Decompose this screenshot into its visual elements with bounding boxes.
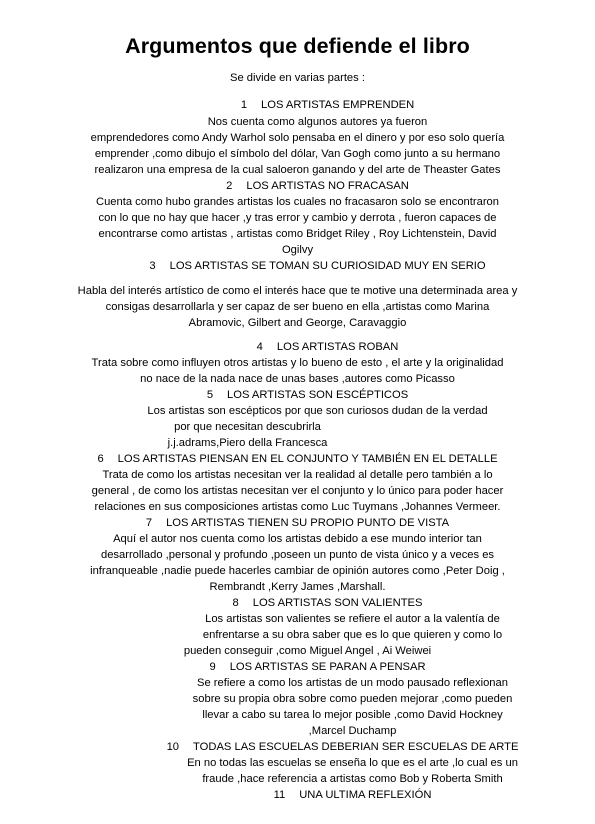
body-line (55, 723, 595, 739)
body-line (0, 130, 595, 146)
body-text: infranqueable ,nadie puede hacerles cambiar de opinión autores como ,Peter Doig , (90, 565, 505, 577)
section-title: LOS ARTISTAS TIENEN SU PROPIO PUNTO DE VISTA (166, 517, 450, 529)
body-line (55, 675, 595, 691)
section-number: 9 (209, 661, 216, 673)
body-text: encontrarse como artistas , artistas como Bridget Riley , Roy Lichtenstein, David (98, 228, 497, 240)
body-text: sobre su propia obra sobre como pueden mejorar ,como pueden (192, 693, 513, 705)
section-number: 2 (226, 180, 233, 192)
section-number: 3 (149, 260, 156, 272)
section-heading (20, 178, 595, 194)
section-title: TODAS LAS ESCUELAS DEBERIAN SER ESCUELAS DE ARTE (193, 741, 519, 753)
body-text: emprender ,como dibujo el símbolo del dólar, Van Gogh como junto a su hermano (94, 148, 501, 160)
body-line (10, 643, 595, 659)
section-title: LOS ARTISTAS EMPRENDEN (261, 99, 415, 111)
body-line (0, 419, 545, 435)
body-text: Abramovic, Gilbert and George, Caravaggio (188, 317, 407, 329)
body-text: Nos cuenta como algunos autores ya fueron (207, 116, 428, 128)
body-line (0, 194, 595, 210)
body-line (0, 355, 595, 371)
body-text: con lo que no hay que hacer ,y tras error y cambio y derrota , fueron capaces de (98, 212, 497, 224)
intro-text: Se divide en varias partes : (230, 72, 365, 84)
section-number: 4 (256, 341, 263, 353)
body-line (0, 242, 595, 258)
body-line (55, 707, 595, 723)
body-text: no nace de la nada nace de unas bases ,autores como Picasso (140, 373, 455, 385)
body-line (0, 499, 595, 515)
body-line (0, 210, 595, 226)
body-text: Aquí el autor nos cuenta como los artistas debido a ese mundo interior tan (113, 533, 482, 545)
section-heading (20, 659, 595, 675)
body-text: Los artistas son valientes se refiere el autor a la valentía de (205, 613, 500, 625)
section-heading (0, 515, 595, 531)
body-line (0, 547, 595, 563)
section-heading (30, 595, 595, 611)
body-text: realizaron una empresa de la cual saloeron ganando y del arte de Theaster Gates (94, 164, 501, 176)
body-text: Trata de como los artistas necesitan ver la realidad al detalle pero también a lo (102, 469, 493, 481)
body-text: En no todas las escuelas se enseña lo que es el arte ,lo cual es un (187, 757, 518, 769)
section-title: UNA ULTIMA REFLEXIÓN (299, 789, 432, 801)
body-text: consigas desarrollarla y ser capaz de ser bueno en ella ,artistas como Marina (105, 301, 490, 313)
section-heading (30, 97, 595, 113)
body-line (55, 755, 595, 771)
body-text: Se refiere a como los artistas de un modo pausado reflexionan (197, 677, 508, 689)
section-number: 7 (145, 517, 153, 529)
body-line (0, 483, 595, 499)
page-title: Argumentos que defiende el libro (125, 34, 470, 58)
body-line (0, 531, 595, 547)
section-number: 10 (166, 741, 180, 753)
body-line (0, 226, 595, 242)
body-text: j.j.adrams,Piero della Francesca (167, 437, 328, 449)
section-heading (30, 339, 595, 355)
body-line (0, 315, 595, 331)
body-line (0, 467, 595, 483)
body-line (0, 371, 595, 387)
body-text: por que necesitan descubrirla (174, 421, 321, 433)
body-text: fraude ,hace referencia a artistas como Bob y Roberta Smith (202, 773, 503, 785)
body-text: pueden conseguir ,como Miguel Angel , Ai Weiwei (183, 645, 432, 657)
section-heading (55, 787, 595, 803)
section-heading (10, 387, 595, 403)
body-text: enfrentarse a su obra saber que es lo que quieren y como lo (202, 629, 503, 641)
body-line (55, 691, 595, 707)
section-number: 8 (232, 597, 239, 609)
body-text: Los artistas son escépticos por que son curiosos dudan de la verdad (147, 405, 488, 417)
body-line (55, 771, 595, 787)
section-number: 5 (206, 389, 214, 401)
body-line (20, 403, 595, 419)
section-title: LOS ARTISTAS SON VALIENTES (252, 597, 423, 609)
body-text: Trata sobre como influyen otros artistas y lo bueno de esto , el arte y la originalidad (91, 357, 504, 369)
body-line (0, 299, 595, 315)
body-text: Cuenta como hubo grandes artistas los cuales no fracasaron solo se encontraron (96, 196, 499, 208)
section-number: 6 (97, 453, 104, 465)
section-heading (20, 258, 595, 274)
body-line (0, 579, 595, 595)
body-text: Rembrandt ,Kerry James ,Marshall. (209, 581, 386, 593)
body-text: general , de como los artistas necesitan ver el conjunto y lo único para poder hacer (91, 485, 504, 497)
section-title: LOS ARTISTAS PIENSAN EN EL CONJUNTO Y TAMBIÉN EN EL DETALLE (117, 453, 498, 465)
body-text: relaciones en sus composiciones artistas como Luc Tuymans ,Johannes Vermeer. (94, 501, 501, 513)
body-text: emprendedores como Andy Warhol solo pensaba en el dinero y por eso solo quería (90, 132, 505, 144)
body-text: Habla del interés artístico de como el interés hace que te motive una determinada area y (77, 285, 518, 297)
section-number: 11 (273, 789, 286, 801)
body-line (0, 435, 545, 451)
body-line (0, 162, 595, 178)
section-heading (0, 451, 595, 467)
body-text: ,Marcel Duchamp (308, 725, 397, 737)
body-line (0, 563, 595, 579)
body-line (55, 611, 595, 627)
body-line (0, 283, 595, 299)
body-text: llevar a cabo su tarea lo mejor posible ,como David Hockney (202, 709, 503, 721)
section-heading (45, 739, 595, 755)
body-text: Ogilvy (281, 244, 314, 256)
body-text: desarrollado ,personal y profundo ,poseen un punto de vista único y a veces es (100, 549, 495, 561)
section-title: LOS ARTISTAS ROBAN (276, 341, 399, 353)
section-title: LOS ARTISTAS NO FRACASAN (246, 180, 409, 192)
section-title: LOS ARTISTAS SE TOMAN SU CURIOSIDAD MUY EN SERIO (169, 260, 486, 272)
section-title: LOS ARTISTAS SE PARAN A PENSAR (229, 661, 426, 673)
section-title: LOS ARTISTAS SON ESCÉPTICOS (227, 389, 409, 401)
section-number: 1 (240, 99, 248, 111)
body-line (55, 627, 595, 643)
body-line (20, 114, 595, 130)
body-line (0, 146, 595, 162)
